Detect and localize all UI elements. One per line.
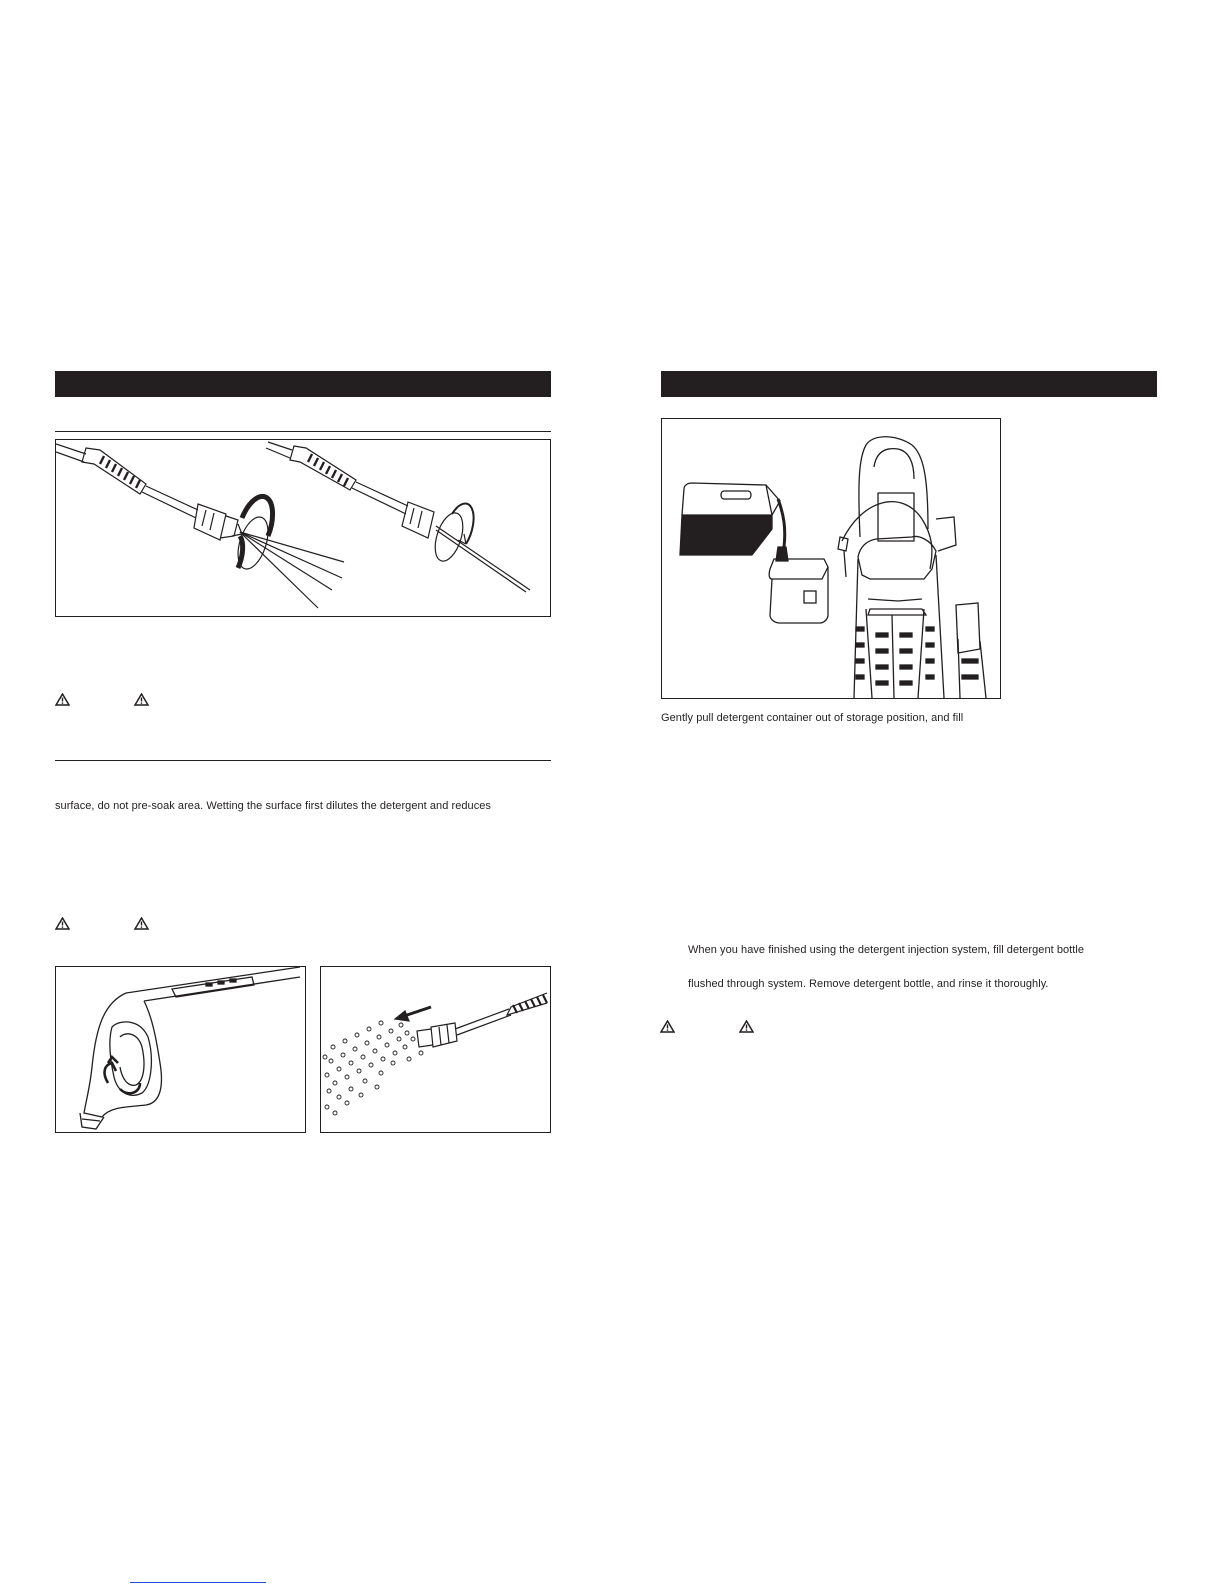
warning-triangle-icon	[739, 1020, 754, 1033]
left-section-header-bar	[55, 371, 551, 397]
left-subsection-rule-middle	[55, 760, 551, 761]
right-section-header-bar	[661, 371, 1157, 397]
hyperlink-underline[interactable]	[130, 1582, 266, 1583]
detergent-spray-figure	[320, 966, 551, 1133]
left-paragraph-text: surface, do not pre-soak area. Wetting the surface first dilutes the detergent and reduces	[55, 800, 491, 812]
right-step-line-2: flushed through system. Remove detergent bottle, and rinse it thoroughly.	[688, 978, 1049, 990]
warning-triangle-icon	[55, 693, 70, 706]
warning-triangle-icon	[660, 1020, 675, 1033]
nozzle-rotation-figure	[55, 439, 551, 617]
detergent-fill-figure	[661, 418, 1001, 699]
spray-gun-handle-figure	[55, 966, 306, 1133]
warning-triangle-icon	[134, 693, 149, 706]
left-subsection-rule-top	[55, 431, 551, 432]
detergent-fill-caption: Gently pull detergent container out of storage position, and fill	[661, 712, 964, 724]
warning-triangle-icon	[134, 917, 149, 930]
warning-triangle-icon	[55, 917, 70, 930]
right-step-line-1: When you have finished using the detergent injection system, fill detergent bottle	[688, 944, 1085, 956]
